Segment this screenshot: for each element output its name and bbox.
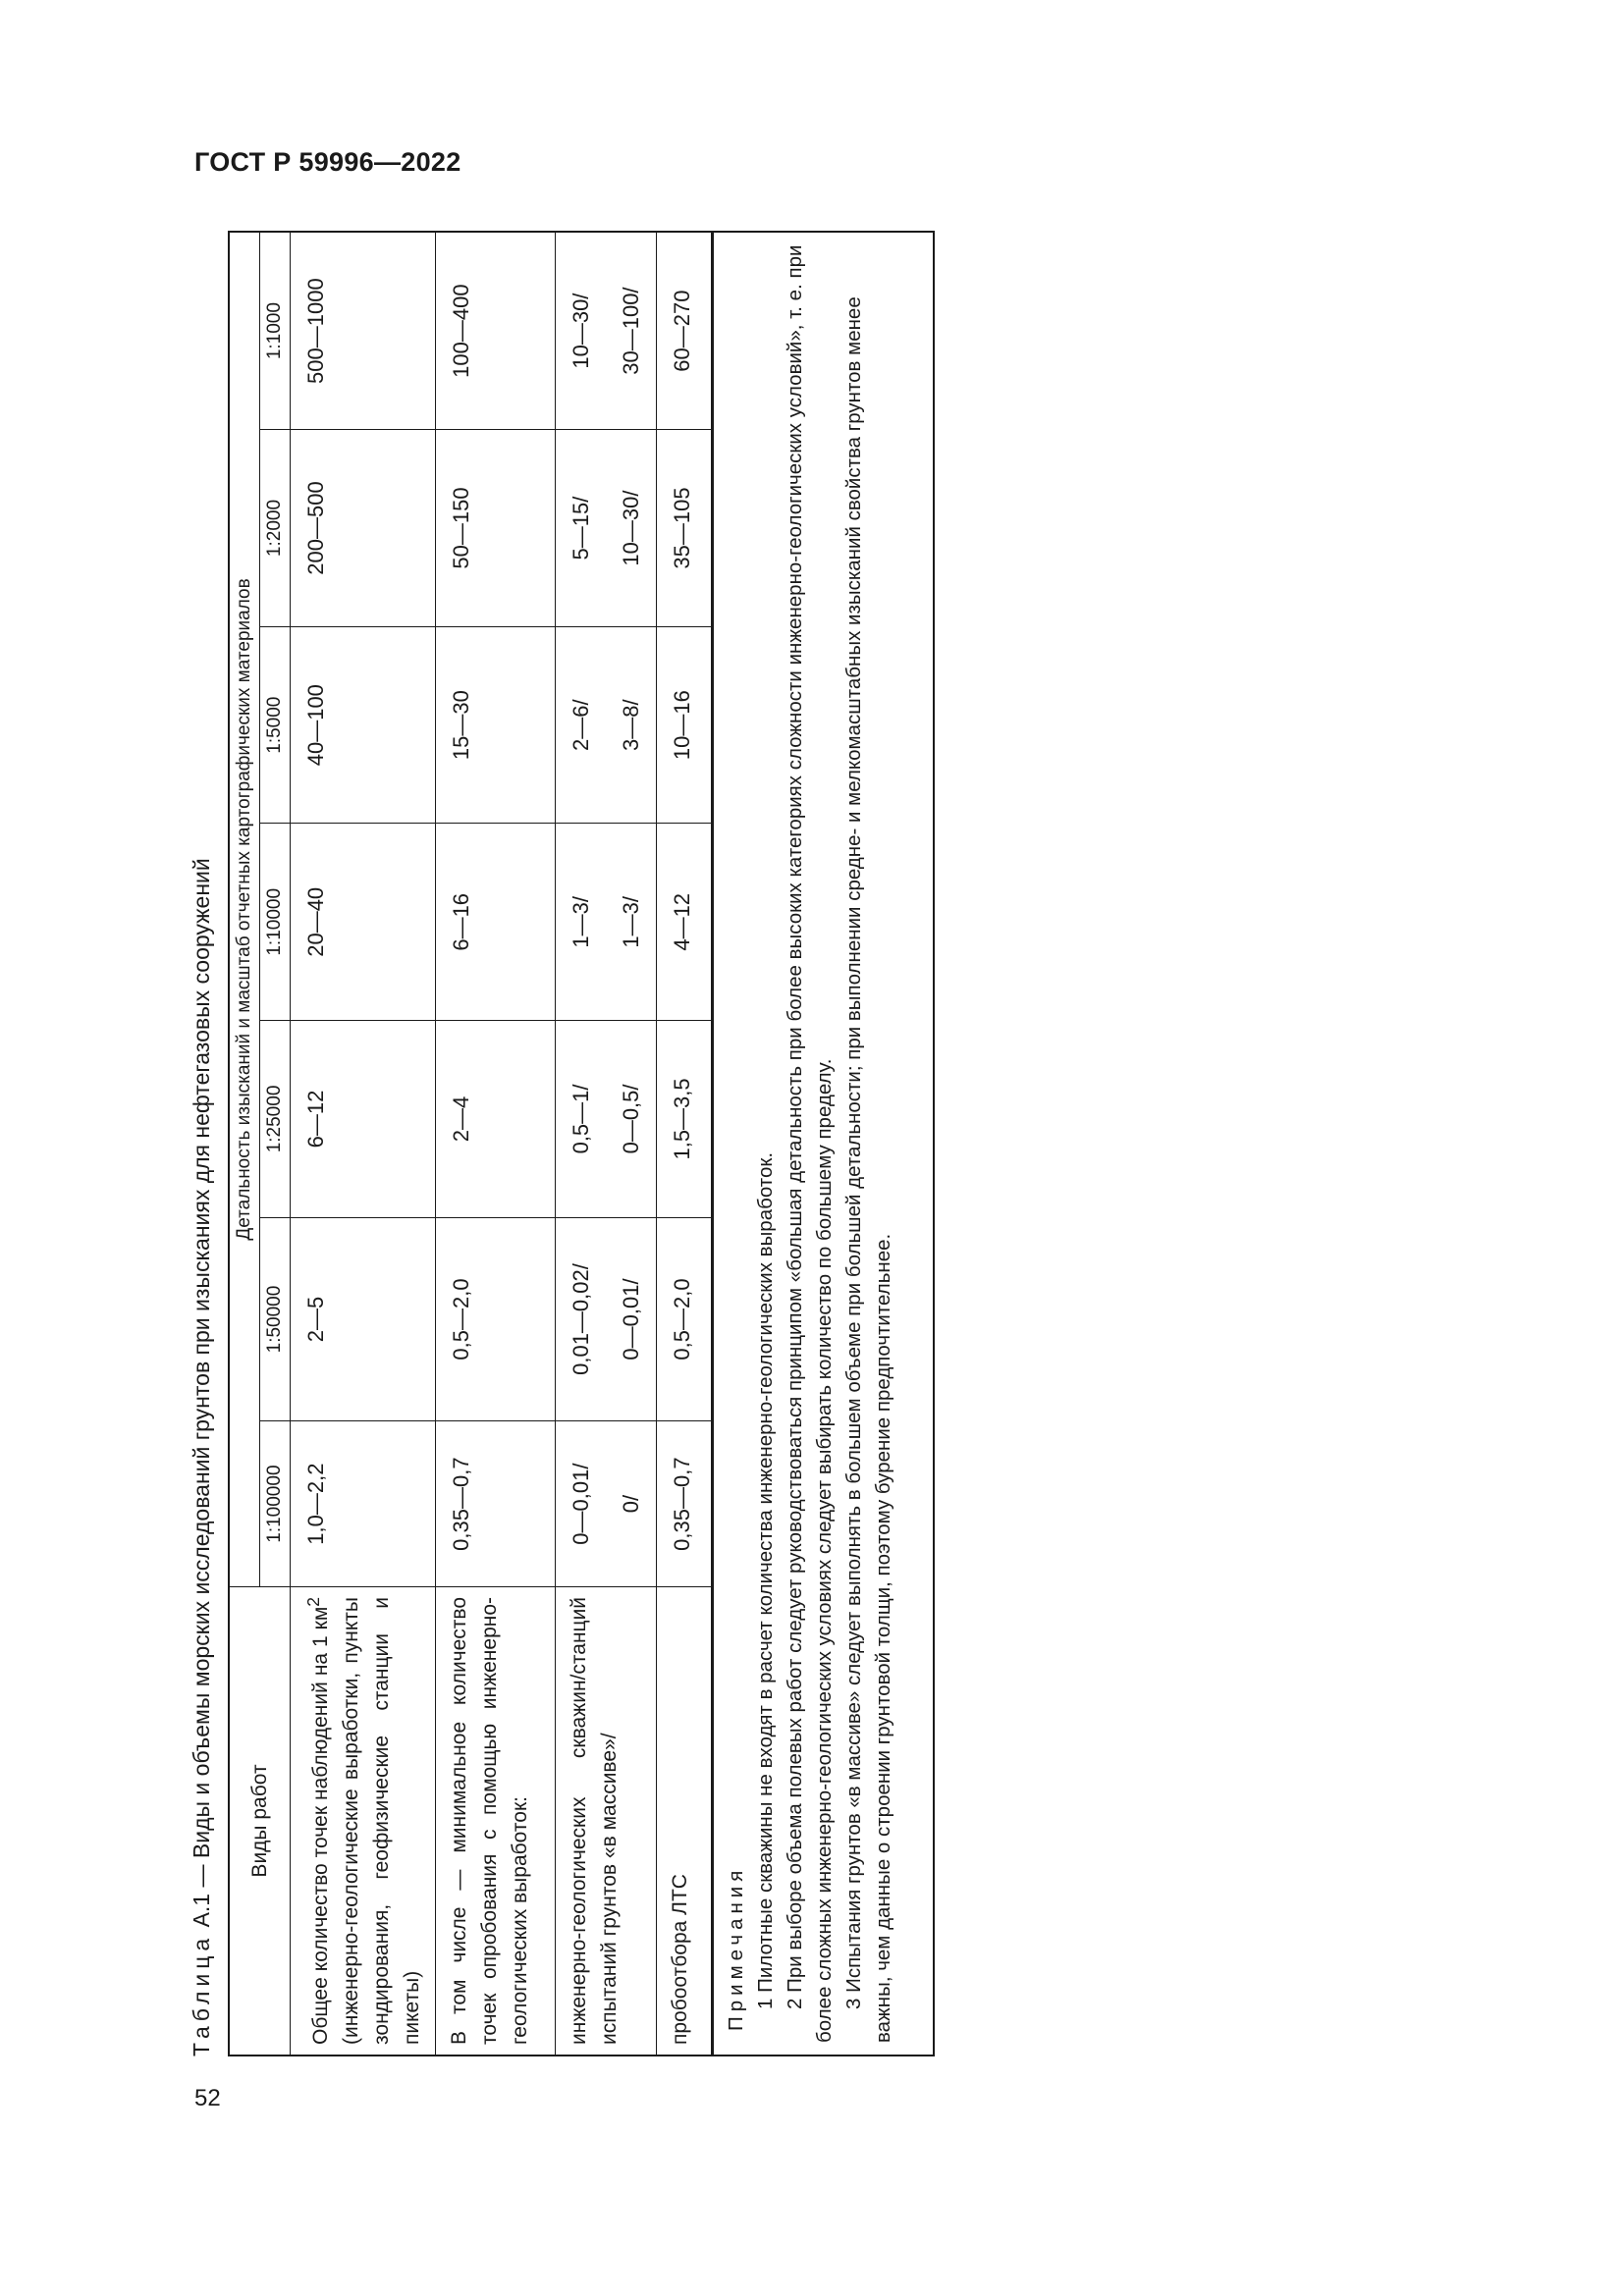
table-cell: 200—500 — [291, 430, 436, 627]
table-row — [556, 233, 607, 2055]
table-cell: 10—30/ — [556, 233, 607, 430]
row-label: Общее количество точек наблюдений на 1 $км^2$ (инженерно-геологические выработки, пункты зондирования, геофизические станции и пикеты) — [291, 1586, 436, 2055]
table-body — [291, 233, 712, 2055]
works-column-header: Виды работ — [230, 1586, 291, 2055]
page-number: 52 — [194, 2085, 221, 2111]
note-1: 1 Пилотные скважины не входят в расчет количества инженерно-геологических выработок. — [754, 1151, 777, 2009]
table-notes — [712, 233, 904, 2055]
table-cell: 500—1000 — [291, 233, 436, 430]
table-cell: 30—100/ — [606, 233, 657, 430]
rotated-table-block — [189, 231, 935, 2056]
table-cell: 6—12 — [291, 1021, 436, 1218]
scale-header: 1:25000 — [260, 1021, 291, 1218]
table-cell: 0,35—0,7 — [436, 1421, 556, 1587]
table-cell: 20—40 — [291, 824, 436, 1021]
notes-title: Примечания — [725, 1865, 747, 2031]
table-cell: 1,5—3,5 — [657, 1021, 712, 1218]
note-3: 3 Испытания грунтов «в массиве» следует выполнять в большем объеме при большей детальности; при выполнении средне- и мелкомасштабных изысканий свойства грунтов менее важны, чем данные о строении грунтовой толщи, поэтому бурение предпочтительнее. — [842, 296, 894, 2043]
scale-header: 1:2000 — [260, 430, 291, 627]
table-cell: 1,0—2,2 — [291, 1421, 436, 1587]
table-row — [291, 233, 436, 2055]
table-cell: 60—270 — [657, 233, 712, 430]
table-cell: 1—3/ — [606, 824, 657, 1021]
table-cell: 0—0,01/ — [606, 1217, 657, 1420]
table-cell: 2—4 — [436, 1021, 556, 1218]
table-caption-prefix: Таблица — [189, 1933, 214, 2056]
row-label: пробоотбора ЛТС — [657, 1586, 712, 2055]
table-cell: 3—8/ — [606, 626, 657, 824]
table-cell: 1—3/ — [556, 824, 607, 1021]
scale-header: 1:5000 — [260, 626, 291, 824]
table-row — [436, 233, 556, 2055]
table-cell: 35—105 — [657, 430, 712, 627]
works-grid — [230, 233, 712, 2055]
table-cell: 0,5—2,0 — [436, 1217, 556, 1420]
table-cell: 0,35—0,7 — [657, 1421, 712, 1587]
scale-header: 1:50000 — [260, 1217, 291, 1420]
scale-header: 1:1000 — [260, 233, 291, 430]
table-cell: 0/ — [606, 1421, 657, 1587]
table-cell: 5—15/ — [556, 430, 607, 627]
row-label: В том числе — минимальное количество точек опробования с помощью инженерно-геологических выработок: — [436, 1586, 556, 2055]
scale-header: 1:100000 — [260, 1421, 291, 1587]
table-cell: 0,5—1/ — [556, 1021, 607, 1218]
row-label: инженерно-геологических скважин/станций испытаний грунтов «в массиве»/ — [556, 1586, 657, 2055]
note-2: 2 При выборе объема полевых работ следует руководствоваться принципом «большая детальность при более высоких категориях сложности инженерно-геологических условий», т. е. при более сложных инженерно-геологических условиях следует выбирать количество по большему пределу. — [784, 244, 836, 2043]
table-cell: 50—150 — [436, 430, 556, 627]
table-caption — [189, 858, 215, 2056]
table-cell: 0,5—2,0 — [657, 1217, 712, 1420]
table-cell: 2—6/ — [556, 626, 607, 824]
table-cell: 0—0,01/ — [556, 1421, 607, 1587]
scale-header: 1:10000 — [260, 824, 291, 1021]
table-cell: 6—16 — [436, 824, 556, 1021]
table-cell: 40—100 — [291, 626, 436, 824]
table-cell: 15—30 — [436, 626, 556, 824]
table-row — [657, 233, 712, 2055]
table-cell: 0—0,5/ — [606, 1021, 657, 1218]
table-cell: 2—5 — [291, 1217, 436, 1420]
works-table — [228, 231, 935, 2056]
table-cell: 0,01—0,02/ — [556, 1217, 607, 1420]
table-cell: 100—400 — [436, 233, 556, 430]
detail-header: Детальность изысканий и масштаб отчетных картографических материалов — [230, 233, 260, 1586]
table-cell: 4—12 — [657, 824, 712, 1021]
table-cell: 10—16 — [657, 626, 712, 824]
table-caption-text: А.1 — Виды и объемы морских исследований грунтов при изысканиях для нефтегазовых сооружений — [189, 858, 214, 1928]
table-cell: 10—30/ — [606, 430, 657, 627]
document-header: ГОСТ Р 59996—2022 — [194, 147, 461, 177]
